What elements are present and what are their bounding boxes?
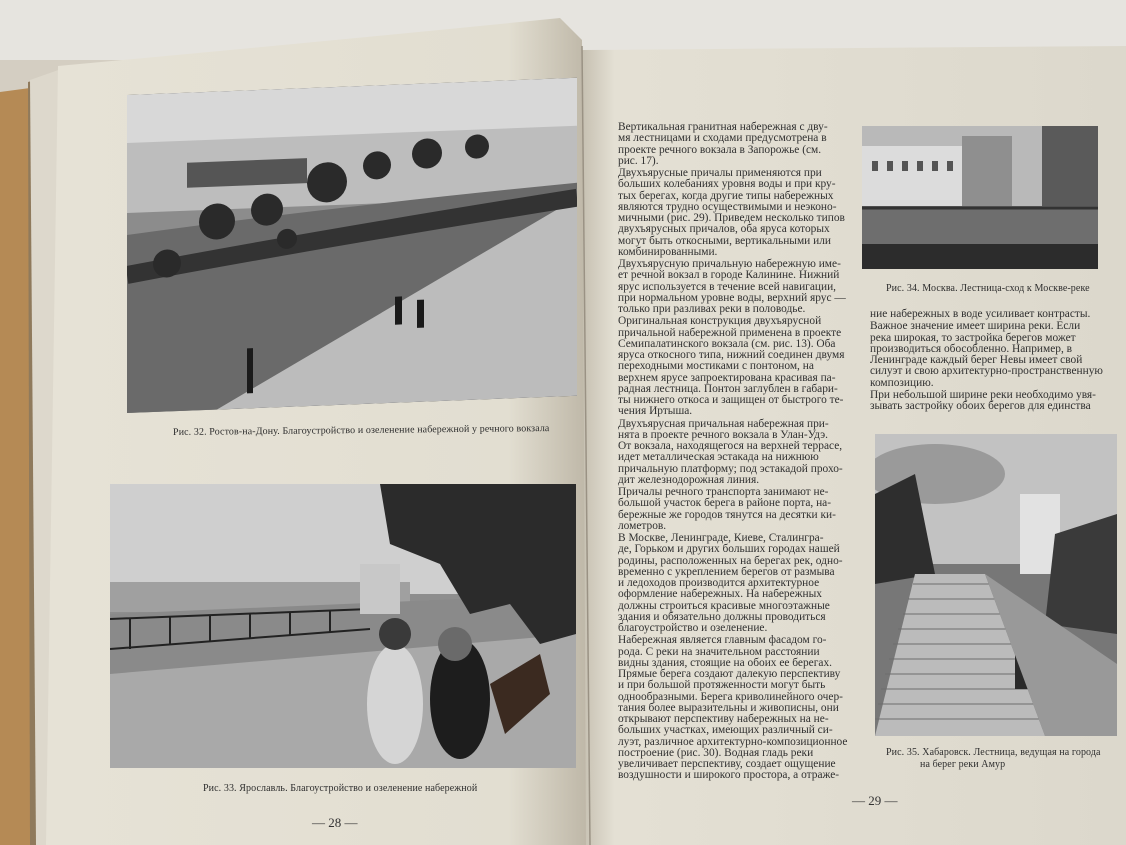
text-line: являются трудно осуществимыми и неэконо-	[618, 200, 837, 213]
text-line: Ленинграде каждый берег Невы имеет свой	[870, 354, 1083, 366]
paragraph	[618, 635, 852, 781]
fig34-caption: Рис. 34. Москва. Лестница-сход к Москве-реке	[886, 283, 1090, 294]
text-line: ярус используется в течение всей навигации,	[618, 280, 837, 293]
text-line: производиться обособленно. Например, в	[870, 342, 1073, 355]
fig32-caption: Рис. 32. Ростов-на-Дону. Благоустройство и озеленение набережной у речного вокзала	[172, 423, 550, 438]
text-line: От вокзала, находящегося на верхней террасе,	[618, 440, 843, 452]
paragraph	[618, 168, 852, 258]
text-line: бережные же городов тянутся на десятки ки-	[618, 508, 836, 521]
text-line: ет речной вокзал в городе Калинине. Нижний	[618, 269, 840, 282]
text-line: причальную платформу; под эстакадой прохо-	[618, 462, 843, 475]
paragraph	[618, 419, 852, 487]
text-line: благоустройство и озеленение.	[618, 622, 768, 634]
text-line: Двухъярусную причальную набережную име-	[618, 258, 841, 270]
text-line: Прямые берега создают далекую перспективу	[618, 668, 841, 680]
paragraph	[870, 390, 1108, 413]
text-line: временно с укреплением берегов от размыва	[618, 565, 835, 578]
fig35-caption-line1: Рис. 35. Хабаровск. Лестница, ведущая на города	[886, 747, 1101, 758]
text-line: открывают перспективу набережных на не-	[618, 713, 829, 725]
text-line: рис. 17).	[618, 154, 659, 167]
text-line: оформление набережных. На набережных	[618, 588, 822, 601]
text-line: При небольшой ширине реки необходимо увя-	[870, 388, 1096, 401]
text-line: лометров.	[618, 519, 667, 532]
text-line: родины, расположенных на берегах рек, одно-	[618, 554, 843, 567]
text-line: тания более выразительны и живописны, они	[618, 701, 839, 714]
text-line: де, Горьком и других больших городах нашей	[618, 543, 840, 556]
text-line: верхнем ярусе запроектирована красивая па-	[618, 371, 836, 384]
text-line: нята в проекте речного вокзала в Улан-Удэ.	[618, 428, 828, 441]
photo-moscow-stairs	[862, 126, 1098, 269]
fig35-caption-line2: на берег реки Амур	[920, 759, 1006, 770]
text-line: больших колебаниях уровня воды и при кру-	[618, 178, 836, 191]
text-line: комбинированными.	[618, 245, 718, 258]
text-line: Вертикальная гранитная набережная с дву-	[618, 121, 828, 133]
text-line: увеличивает перспективу, создает ощущение	[618, 758, 836, 770]
text-line: Оригинальная конструкция двухъярусной	[618, 315, 822, 328]
text-line: ты нижнего откоса и защищен от быстрого те-	[618, 394, 844, 406]
text-line: двухъярусных причалов, оба яруса которых	[618, 223, 830, 236]
text-line: река широкая, то застройка берегов может	[870, 331, 1076, 344]
paragraph	[618, 533, 852, 634]
text-line: луэт, различное архитектурно-композиционное	[618, 735, 848, 748]
paragraph	[870, 309, 1108, 320]
text-line: воздушности и широкого простора, а отраже-	[618, 769, 840, 782]
page-number-left: — 28 —	[312, 815, 358, 830]
text-line: больших участках, имеющих различный си-	[618, 724, 833, 737]
text-line: переходными мостиками с понтоном, на	[618, 360, 814, 373]
text-line: силуэт и свою архитектурно-пространственную	[870, 365, 1103, 378]
text-line: причальной набережной применена в проекте	[618, 326, 842, 339]
text-line: яруса откосного типа, нижний соединен двумя	[618, 349, 845, 361]
text-line: идет металлическая эстакада на нижнюю	[618, 451, 819, 464]
text-line: и при большой протяженности могут быть	[618, 679, 826, 692]
text-line: дит железнодорожная линия.	[618, 473, 760, 486]
text-column-2	[870, 309, 1108, 413]
text-line: видны здания, стоящие на обоих ее берегах.	[618, 656, 833, 669]
text-line: построение (рис. 30). Водная гладь реки	[618, 746, 814, 759]
text-line: Семипалатинского вокзала (см. рис. 13). Оба	[618, 337, 836, 350]
text-line: композицию.	[870, 376, 934, 389]
text-line: рода. С реки на значительном расстоянии	[618, 645, 820, 658]
text-line: мя лестницами и сходами предусмотрена в	[618, 132, 827, 145]
text-line: Двухъярусные причалы применяются при	[618, 167, 822, 179]
paragraph	[618, 487, 852, 532]
fig33-caption: Рис. 33. Ярославль. Благоустройство и озеленение набережной	[203, 783, 478, 794]
photo-rostov-embankment	[127, 78, 577, 413]
paragraph	[618, 316, 852, 417]
text-line: проекте речного вокзала в Запорожье (см.	[618, 143, 822, 156]
text-line: и ледоходов производится архитектурное	[618, 577, 820, 589]
text-line: радная лестница. Понтон заглублен в габари-	[618, 382, 838, 395]
page-number-right: — 29 —	[852, 793, 898, 808]
photo-yaroslavl-embankment	[110, 484, 576, 768]
text-line: большой участок берега в районе порта, на-	[618, 497, 832, 510]
paragraph	[618, 259, 852, 315]
text-line: Двухъярусная причальная набережная при-	[618, 417, 829, 430]
text-line: мичными (рис. 29). Приведем несколько типов	[618, 212, 845, 224]
text-line: Важное значение имеет ширина реки. Если	[870, 320, 1081, 333]
text-line: Причалы речного транспорта занимают не-	[618, 486, 829, 498]
text-line: Набережная является главным фасадом го-	[618, 634, 827, 647]
text-line: чения Иртыша.	[618, 405, 693, 418]
paragraph	[870, 321, 1108, 389]
text-line: В Москве, Ленинграде, Киеве, Сталингра-	[618, 532, 824, 544]
text-line: могут быть откосными, вертикальными или	[618, 234, 831, 247]
text-line: ние набережных в воде усиливает контрасты.	[870, 308, 1091, 320]
text-line: однообразными. Берега криволинейного очер-	[618, 690, 843, 703]
photo-khabarovsk-stairs	[875, 434, 1117, 736]
text-line: тых берегах, когда другие типы набережных	[618, 189, 834, 202]
paragraph	[618, 122, 852, 167]
text-line: зывать застройку обоих берегов для единства	[870, 400, 1091, 412]
text-column-1	[618, 122, 852, 783]
text-line: должны строиться красивые многоэтажные	[618, 599, 830, 612]
text-line: только при разливах реки в половодье.	[618, 303, 806, 315]
text-line: здания и обязательно должны проводиться	[618, 610, 826, 623]
text-line: при нормальном уровне воды, верхний ярус —	[618, 291, 846, 304]
